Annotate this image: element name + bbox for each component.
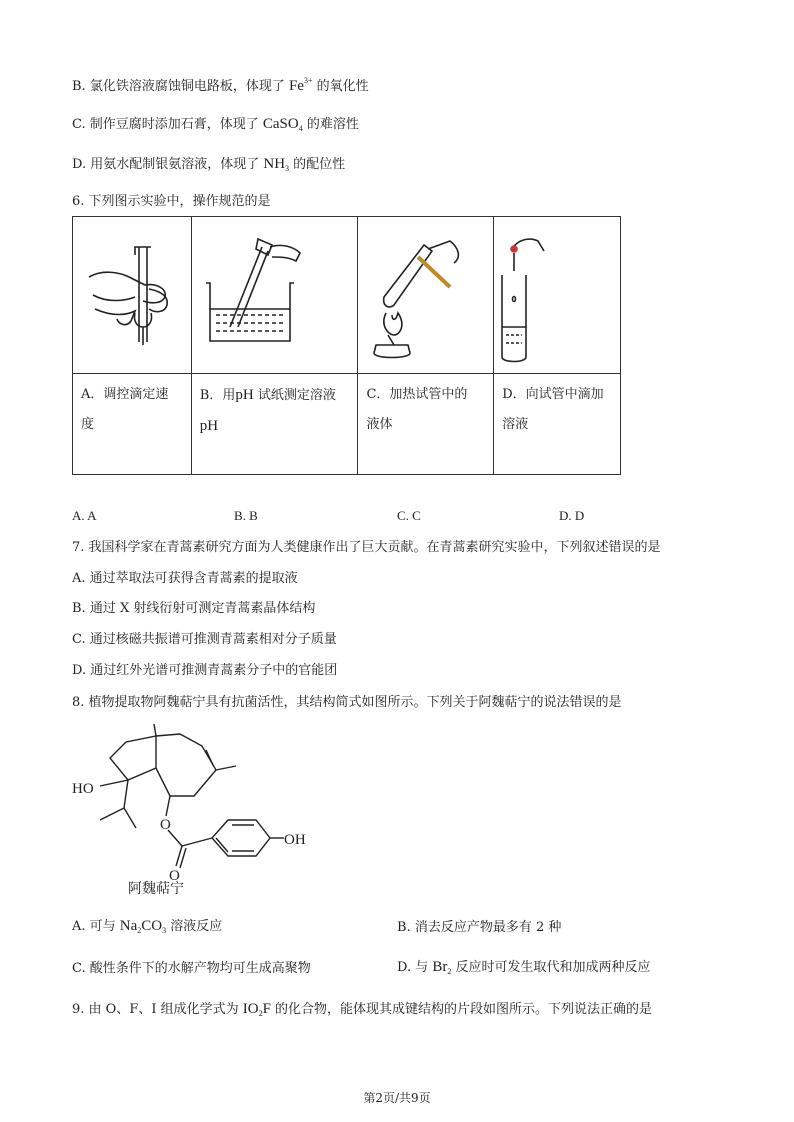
q9-stem: 9. 由 O、F、I 组成化学式为 $IO_2F$ 的化合物，能体现其成键结构的片段如图所示。下列说法正确的是 xyxy=(72,1001,653,1018)
q5-option-c: C. 制作豆腐时添加石膏，体现了 CaSO$_4$ 的难溶性 xyxy=(72,116,359,133)
q6-cell-b-caption: B．用pH 试纸测定溶液 pH xyxy=(191,374,358,475)
q7-option-d: D. 通过红外光谱可推测青蒿素分子中的官能团 xyxy=(72,663,338,678)
q6-cell-c-caption: C．加热试管中的 液体 xyxy=(358,374,494,475)
q8-stem: 8. 植物提取物阿魏萜宁具有抗菌活性，其结构简式如图所示。下列关于阿魏萜宁的说法错误的是 xyxy=(72,695,622,710)
ph-paper-beaker-icon xyxy=(192,217,358,373)
page-footer: 第2页/共9页 xyxy=(363,1091,431,1105)
q5-option-d: D. 用氨水配制银氨溶液，体现了 $NH_3$ 的配位性 xyxy=(72,156,346,173)
q6-option-d: D. D xyxy=(559,508,585,523)
q8-option-d: D. 与 $Br_2$ 反应时可发生取代和加成两种反应 xyxy=(397,959,651,976)
q6-experiment-table xyxy=(72,216,621,475)
dropper-test-tube-icon xyxy=(494,217,620,373)
q6-option-b: B. B xyxy=(234,508,258,523)
q6-cell-c-figure xyxy=(358,217,494,374)
q6-cell-a-figure xyxy=(73,217,192,374)
ho-label: HO xyxy=(72,781,94,797)
q6-stem: 6. 下列图示实验中，操作规范的是 xyxy=(72,194,271,209)
q7-option-a: A. 通过萃取法可获得含青蒿素的提取液 xyxy=(72,571,298,586)
q7-stem: 7. 我国科学家在青蒿素研究方面为人类健康作出了巨大贡献。在青蒿素研究实验中，下列叙述错误的是 xyxy=(72,540,661,555)
ester-oxygen-label: O xyxy=(160,817,171,833)
oh-label: OH xyxy=(284,832,306,848)
carbonyl-oxygen-label: O xyxy=(169,868,180,884)
q7-option-c: C. 通过核磁共振谱可推测青蒿素相对分子质量 xyxy=(72,632,337,647)
q6-cell-a-caption: A．调控滴定速 度 xyxy=(73,374,192,475)
q6-option-c: C. C xyxy=(397,508,421,523)
q8-option-a: A. 可与 $Na_2CO_3$ 溶液反应 xyxy=(72,918,223,935)
q8-option-b: B. 消去反应产物最多有 2 种 xyxy=(397,920,562,935)
titration-burette-icon xyxy=(73,217,191,373)
q6-cell-d-figure xyxy=(494,217,621,374)
q6-cell-d-caption: D．向试管中滴加 溶液 xyxy=(494,374,621,475)
heating-test-tube-icon xyxy=(358,217,493,373)
q8-option-c: C. 酸性条件下的水解产物均可生成高聚物 xyxy=(72,961,311,976)
q6-option-a: A. A xyxy=(72,508,97,523)
q7-option-b: B. 通过 X 射线衍射可测定青蒿素晶体结构 xyxy=(72,601,316,616)
q6-cell-b-figure xyxy=(191,217,358,374)
afeiterpenine-structure-figure xyxy=(70,720,330,900)
q5-option-b: B. 氯化铁溶液腐蚀铜电路板，体现了 $Fe^{3+}$ 的氧化性 xyxy=(72,76,369,94)
compound-name-caption: 阿魏萜宁 xyxy=(128,881,184,897)
